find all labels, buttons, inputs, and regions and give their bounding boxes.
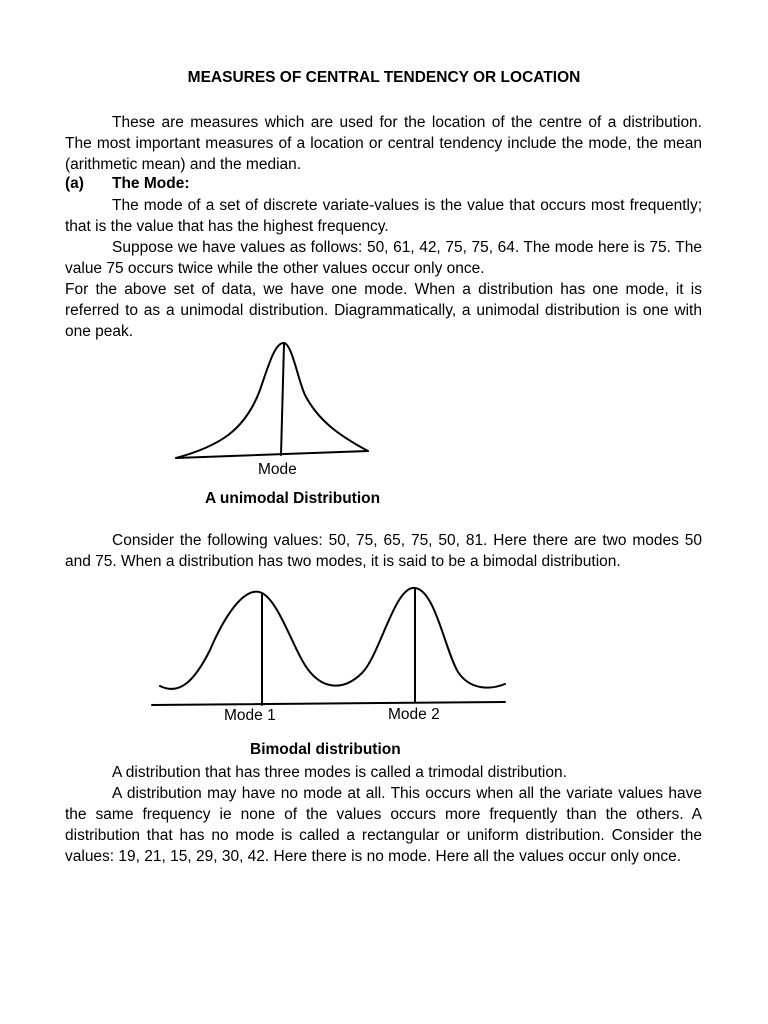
bimodal-baseline <box>152 702 505 705</box>
bimodal-diagram <box>152 588 505 705</box>
section-number: (a) <box>65 175 84 192</box>
bimodal-caption: Bimodal distribution <box>250 741 401 758</box>
mode-definition-paragraph: The mode of a set of discrete variate-values is the value that occurs most frequently; that is the value that has the highest frequency. <box>65 197 702 235</box>
section-title: The Mode: <box>112 175 190 192</box>
trimodal-paragraph: A distribution that has three modes is called a trimodal distribution. <box>112 764 567 781</box>
bimodal-curve <box>160 588 505 689</box>
unimodal-mode-line <box>281 344 284 455</box>
intro-paragraph: These are measures which are used for the location of the centre of a distribution. The most important measures of a location or central tendency include the mode, the mean (arithmetic mean) and the median. <box>65 114 702 173</box>
bimodal-paragraph: Consider the following values: 50, 75, 65, 75, 50, 81. Here there are two modes 50 and 75. When a distribution has two modes, it is said to be a bimodal distribution. <box>65 532 702 570</box>
unimodal-diagram <box>176 343 368 458</box>
unimodal-baseline <box>176 451 368 458</box>
mode-example-paragraph: Suppose we have values as follows: 50, 61, 42, 75, 75, 64. The mode here is 75. The value 75 occurs twice while the other values occur only once. <box>65 239 702 277</box>
bimodal-mode1-label: Mode 1 <box>224 707 276 724</box>
no-mode-paragraph: A distribution may have no mode at all. This occurs when all the variate values have the same frequency ie none of the values occurs more frequently than the others. A distribution that has no mode is called a rectangular or uniform distribution. Consider the values: 19, 21, 15, 29, 30, 42. Here there is no mode. Here all the values occur only once. <box>65 785 702 865</box>
bimodal-mode2-label: Mode 2 <box>388 706 440 723</box>
unimodal-paragraph: For the above set of data, we have one mode. When a distribution has one mode, it is referred to as a unimodal distribution. Diagrammatically, a unimodal distribution is one with one peak. <box>65 281 702 340</box>
document-title: MEASURES OF CENTRAL TENDENCY OR LOCATION <box>187 69 581 86</box>
unimodal-mode-label: Mode <box>258 461 297 478</box>
unimodal-curve <box>176 343 368 458</box>
unimodal-caption: A unimodal Distribution <box>205 490 381 507</box>
